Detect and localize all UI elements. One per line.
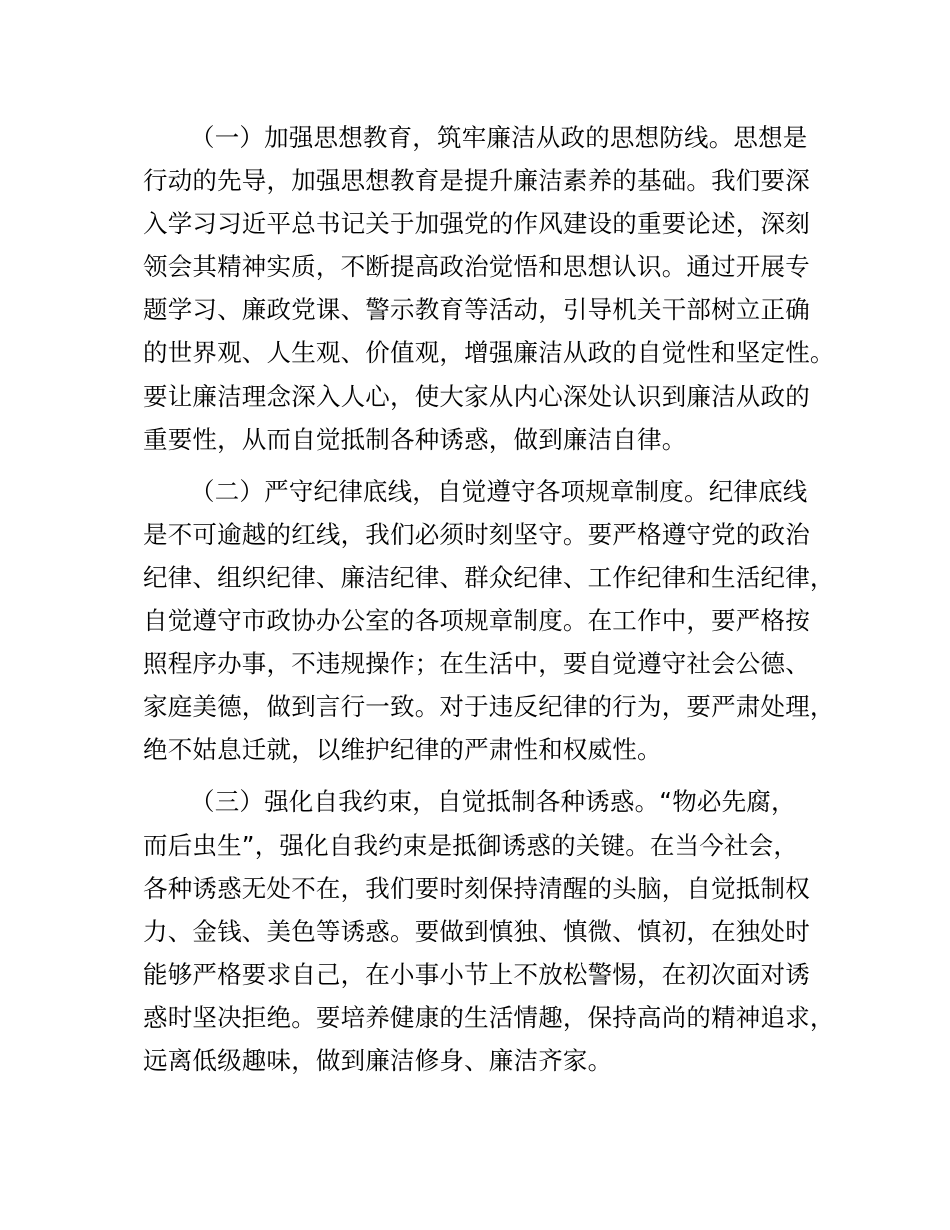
- document-body: [143, 116, 843, 1082]
- paragraph-line: 的世界观、人生观、价值观，增强廉洁从政的自觉性和坚定性。: [143, 338, 835, 368]
- paragraph-line: （二）严守纪律底线，自觉遵守各项规章制度。纪律底线: [190, 476, 808, 506]
- paragraph-line: 照程序办事，不违规操作；在生活中，要自觉遵守社会公德、: [143, 649, 810, 679]
- paragraph-line: （三）强化自我约束，自觉抵制各种诱惑。“物必先腐，: [190, 787, 796, 817]
- paragraph-line: 领会其精神实质，不断提高政治觉悟和思想认识。通过开展专: [143, 252, 810, 282]
- paragraph-line: 家庭美德，做到言行一致。对于违反纪律的行为，要严肃处理，: [143, 692, 835, 722]
- paragraph-line: 重要性，从而自觉抵制各种诱惑，做到廉洁自律。: [143, 424, 687, 454]
- paragraph-line: 题学习、廉政党课、警示教育等活动，引导机关干部树立正确: [143, 295, 810, 325]
- paragraph-line: 绝不姑息迁就，以维护纪律的严肃性和权威性。: [143, 735, 662, 765]
- paragraph-line: 而后虫生”，强化自我约束是抵御诱惑的关键。在当今社会，: [143, 830, 799, 860]
- paragraph-line: 力、金钱、美色等诱惑。要做到慎独、慎微、慎初，在独处时: [143, 916, 810, 946]
- paragraph-line: （一）加强思想教育，筑牢廉洁从政的思想防线。思想是: [190, 123, 808, 152]
- paragraph-line: 自觉遵守市政协办公室的各项规章制度。在工作中，要严格按: [143, 606, 810, 636]
- paragraph-line: 远离低级趣味，做到廉洁修身、廉洁齐家。: [143, 1045, 613, 1075]
- paragraph-line: 入学习习近平总书记关于加强党的作风建设的重要论述，深刻: [143, 209, 810, 239]
- paragraph-line: 各种诱惑无处不在，我们要时刻保持清醒的头脑，自觉抵制权: [143, 873, 810, 903]
- paragraph-line: 是不可逾越的红线，我们必须时刻坚守。要严格遵守党的政治: [143, 519, 810, 549]
- paragraph-line: 纪律、组织纪律、廉洁纪律、群众纪律、工作纪律和生活纪律，: [143, 562, 835, 592]
- paragraph-1: [143, 116, 843, 461]
- paragraph-line: 行动的先导，加强思想教育是提升廉洁素养的基础。我们要深: [143, 166, 810, 196]
- paragraph-2: [143, 470, 843, 772]
- paragraph-line: 能够严格要求自己，在小事小节上不放松警惕，在初次面对诱: [143, 959, 810, 989]
- paragraph-line: 惑时坚决拒绝。要培养健康的生活情趣，保持高尚的精神追求，: [143, 1002, 835, 1032]
- paragraph-3: [143, 780, 843, 1082]
- paragraph-line: 要让廉洁理念深入人心，使大家从内心深处认识到廉洁从政的: [143, 381, 810, 411]
